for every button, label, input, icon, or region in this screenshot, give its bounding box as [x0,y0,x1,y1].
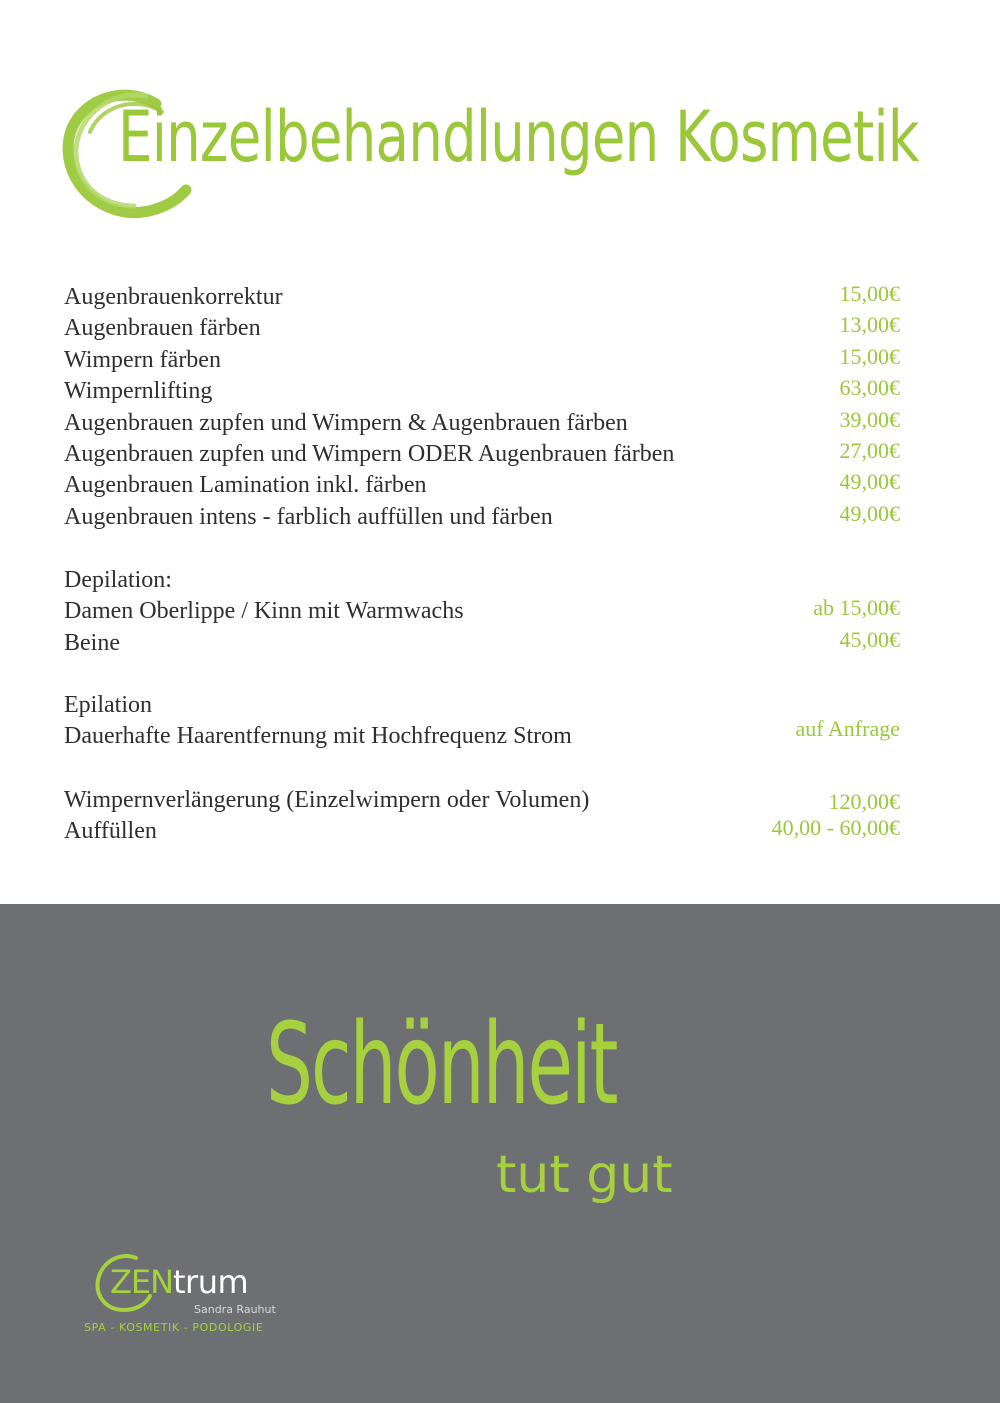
item-name: Wimpernlifting [64,378,213,405]
epilation-heading: Epilation [64,692,152,718]
item-price: 39,00€ [839,406,900,432]
list-item [64,628,900,659]
item-price: 63,00€ [839,375,900,401]
item-name: Augenbrauen Lamination inkl. färben [64,472,427,499]
item-name: Auffüllen [64,818,157,845]
list-item [64,313,900,344]
item-name: Beine [64,629,120,656]
item-price: 120,00€ [828,789,900,814]
list-item [64,408,900,439]
item-name: Augenbrauen zupfen und Wimpern & Augenbrauen färben [64,409,628,436]
list-item [64,439,900,470]
item-price: 15,00€ [839,281,900,306]
slogan-main: Schönheit [266,1000,617,1130]
item-name: Wimpernverlängerung (Einzelwimpern oder Volumen) [64,787,590,813]
item-price: 40,00 - 60,00€ [771,815,900,841]
slogan-sub: tut gut [496,1145,673,1205]
lash-extension-list [64,785,900,848]
list-item [64,716,900,752]
brow-lash-list [64,282,900,533]
item-name: Augenbrauenkorrektur [64,284,283,310]
item-name: Wimpern färben [64,346,221,373]
item-price: 15,00€ [839,343,900,369]
item-price: ab 15,00€ [813,595,900,621]
item-price: 49,00€ [839,500,900,526]
item-price: 13,00€ [839,312,900,338]
section-heading [64,565,900,596]
item-price: auf Anfrage [795,716,900,742]
item-price: 49,00€ [839,469,900,495]
logo-zen: ZEN [110,1263,174,1301]
list-item [64,596,900,627]
logo-owner: Sandra Rauhut [194,1303,276,1316]
list-item [64,345,900,376]
zentrum-logo [84,1250,284,1350]
epilation-list [64,690,900,753]
item-name: Augenbrauen zupfen und Wimpern ODER Augenbrauen färben [64,440,675,467]
item-name: Dauerhafte Haarentfernung mit Hochfrequenz Strom [64,723,572,750]
list-item [64,282,900,313]
list-item [64,470,900,501]
item-name: Damen Oberlippe / Kinn mit Warmwachs [64,598,464,625]
list-item [64,376,900,407]
item-price: 45,00€ [839,626,900,652]
item-name: Augenbrauen färben [64,315,261,342]
depilation-heading: Depilation: [64,567,172,593]
list-item [64,502,900,533]
logo-trum: trum [173,1263,249,1301]
item-name: Augenbrauen intens - farblich auffüllen und färben [64,503,553,530]
item-price: 27,00€ [839,437,900,463]
logo-tagline: SPA - KOSMETIK - PODOLOGIE [84,1321,264,1334]
depilation-list [64,565,900,659]
list-item [64,816,900,847]
section-heading [64,690,900,721]
page-title: Einzelbehandlungen Kosmetik [118,96,919,178]
